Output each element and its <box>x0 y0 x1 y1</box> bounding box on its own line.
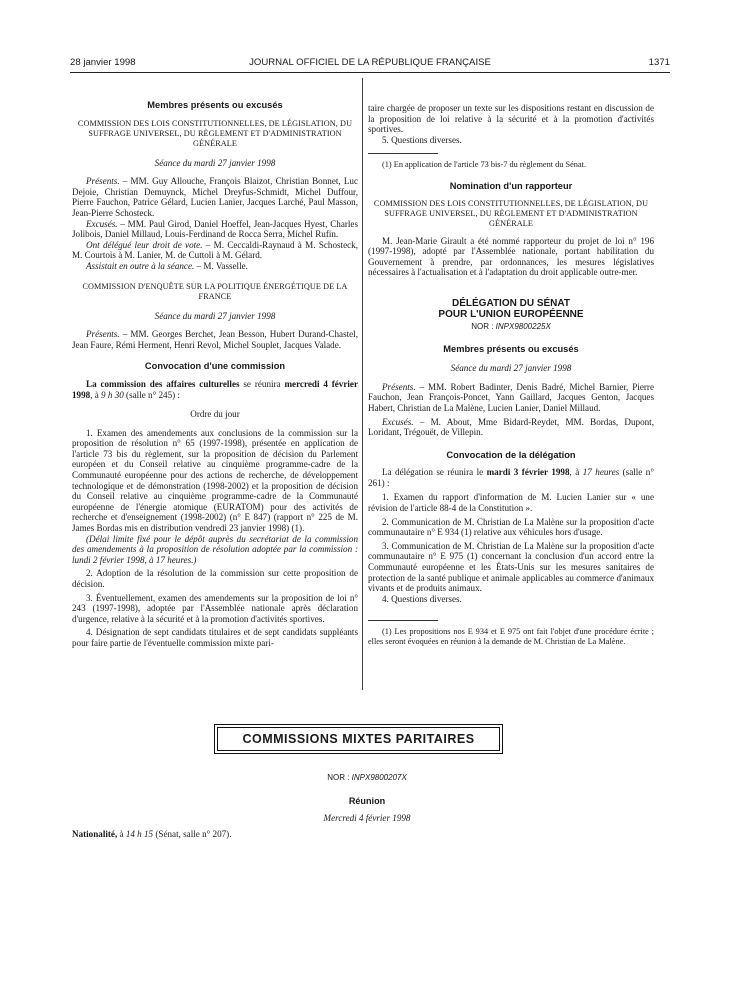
heading-convocation: Convocation d'une commission <box>144 361 286 372</box>
convocation-paragraph <box>72 379 358 400</box>
right-column <box>368 103 654 647</box>
column-rule <box>362 78 363 690</box>
delegation-convocation <box>368 467 654 488</box>
convocation-time: 9 h 30 <box>101 389 124 400</box>
delegue-names: – M. Ceccaldi-Raynaud à M. Schosteck, M. Courtois à M. Lanier, M. de Cuttoli à M. Gélard. <box>72 239 358 261</box>
convocation-commission: La commission des affaires culturelles <box>86 378 240 389</box>
nor-cmp <box>72 773 662 782</box>
delegue-label: Ont délégué leur droit de vote. <box>86 239 203 250</box>
footnote-rule-2 <box>368 620 438 621</box>
presents-label: Présents. <box>86 176 120 187</box>
presents-names: – MM. Guy Allouche, François Blaizot, Christian Bonnet, Luc Dejoie, Christian Demuynck, Michel Dreyfus-Schmidt, Michel Duffour, Pierre Fauchon, Patrice Gélard, Lucien Lanier, Jacques Larché, Paul Masson, Jean-Pierre Schosteck. <box>72 176 358 218</box>
delegation-item-2: 2. Communication de M. Christian de La Malène sur la proposition d'acte communautaire n° E 934 (1) relative aux véhicules hors d'usage. <box>368 516 654 538</box>
presents-paragraph <box>72 176 358 218</box>
presents-label-2: Présents. <box>86 329 120 340</box>
footnote-rule <box>368 153 438 154</box>
delegation-item-1: 1. Examen du rapport d'information de M. Lucien Lanier sur « une révision de l'article 88-4 de la Constitution ». <box>368 492 654 514</box>
header-date: 28 janvier 1998 <box>70 57 136 68</box>
convocation-room: (salle n° 245) : <box>123 389 180 400</box>
convocation-date: mercredi 4 février 1998 <box>72 378 358 400</box>
agenda-item-4: 4. Désignation de sept candidats titulaires et de sept candidats suppléants pour faire partie de l'éventuelle commission mixte pari- <box>72 627 358 648</box>
presents-label-3: Présents. <box>382 381 416 392</box>
journal-title: JOURNAL OFFICIEL DE LA RÉPUBLIQUE FRANÇAISE <box>249 57 491 68</box>
seance-date-2: Séance du mardi 27 janvier 1998 <box>154 310 276 321</box>
agenda-item-1: 1. Examen des amendements aux conclusions de la commission sur la proposition de résolution n° 65 (1997-1998), présentée en application de l'article 73 bis du règlement, sur la proposition de décision du Parlement européen et du Conseil relative au cinquième programme-cadre de la Communauté européenne pour des actions de recherche, de développement technologique et de démonstration (1998-2002) et la proposition de décision du Conseil relative au cinquième programme-cadre de la Communauté européenne de l'énergie atomique (EURATOM) pour des activités de recherche et d'enseignement (1998-2002) (n° E 847) (rapport n° 225 de M. James Bordas mis en distribution vendredi 23 janvier 1998) (1). <box>72 427 358 534</box>
commission-lois-title-2: COMMISSION DES LOIS CONSTITUTIONNELLES, DE LÉGISLATION, DU SUFFRAGE UNIVERSEL, DU RÈGLEMENT ET D'ADMINISTRATION GÉNÉRALE <box>373 198 649 228</box>
page-number: 1371 <box>648 57 670 68</box>
agenda-item-2: 2. Adoption de la résolution de la commission sur cette proposition de décision. <box>72 568 358 589</box>
cd-room: (salle n° 261) : <box>368 467 654 488</box>
cd-text: La délégation se réunira le <box>382 467 487 478</box>
left-column <box>72 100 358 649</box>
heading-nomination: Nomination d'un rapporteur <box>449 180 573 191</box>
delegue-paragraph <box>72 240 358 261</box>
cd-sep: , à <box>569 467 583 478</box>
excuses-names: – MM. Paul Girod, Daniel Hoeffel, Jean-Jacques Hyest, Charles Jolibois, Daniel Millaud, Louis-Ferdinand de Rocca Serra, Michel Rufin. <box>72 218 358 240</box>
agenda-item-3: 3. Éventuellement, examen des amendements sur la proposition de loi n° 243 (1997-1998), adoptée par l'Assemblée nationale après déclaration d'urgence, relative à la sécurité et à la promotion d'activités sportives. <box>72 592 358 624</box>
nationalite-room: (Sénat, salle n° 207). <box>153 829 232 839</box>
heading-membres-2: Membres présents ou excusés <box>443 343 579 354</box>
excuses-label-3: Excusés. <box>382 416 414 427</box>
heading-reunion: Réunion <box>348 796 386 806</box>
nomination-paragraph: M. Jean-Marie Girault a été nommé rapporteur du projet de loi n° 196 (1997-1998), adopté par l'Assemblée nationale, portant habilitation du Gouvernement à prendre, par ordonnances, les mesures législatives nécessaires à l'actualisation et à l'adaptation du droit applicable outre-mer. <box>368 235 654 278</box>
excuses-names-3: – M. About, Mme Bidard-Reydet, MM. Bordas, Dupont, Loridant, Trégouët, de Villepin. <box>368 416 654 438</box>
presents-paragraph-3 <box>368 382 654 414</box>
nor-code: INPX9800225X <box>495 321 551 331</box>
footnote-2: (1) Les propositions nos E 934 et E 975 ont fait l'objet d'une procédure écrite ; elles seront évoquées en réunion à la demande de M. Christian de La Malène. <box>368 627 654 646</box>
presents-names-2: – MM. Georges Berchet, Jean Besson, Hubert Durand-Chastel, Jean Faure, Rémi Herment, Henri Revol, Michel Souplet, Jacques Valade. <box>72 329 358 350</box>
assistait-names: – M. Vasselle. <box>194 260 248 271</box>
nor-label-cmp: NOR : <box>327 773 350 782</box>
commission-enquete-title: COMMISSION D'ENQUÊTE SUR LA POLITIQUE ÉNERGÉTIQUE DE LA FRANCE <box>82 281 348 301</box>
excuses-paragraph-3 <box>368 417 654 438</box>
assistait-label: Assistait en outre à la séance. <box>86 260 195 271</box>
convocation-text: se réunira <box>239 378 285 389</box>
delegation-title-1: DÉLÉGATION DU SÉNAT <box>452 297 570 309</box>
running-header <box>70 57 670 71</box>
section-box-cmp: COMMISSIONS MIXTES PARITAIRES <box>217 727 500 751</box>
excuses-paragraph <box>72 219 358 240</box>
nationalite-sep: à <box>117 829 126 839</box>
assistait-paragraph <box>72 261 358 272</box>
reunion-date: Mercredi 4 février 1998 <box>323 813 411 823</box>
delegation-item-3: 3. Communication de M. Christian de La Malène sur la proposition d'acte communautaire n° E 975 (1) concernant la conclusion d'un accord entre la Communauté européenne et les États-Unis sur les mesures sanitaires de protection de la santé publique et animale applicables au commerce d'animaux vivants et de produits animaux. <box>368 540 654 594</box>
agenda-item-4-continued: taire chargée de proposer un texte sur les dispositions restant en discussion de la proposition de loi relative à la sécurité et à la promotion d'activités sportives. <box>368 103 654 135</box>
seance-date-3: Séance du mardi 27 janvier 1998 <box>450 363 572 374</box>
header-rule <box>70 72 670 73</box>
nor-code-cmp: INPX9800207X <box>351 773 407 782</box>
nationalite-line <box>72 829 662 839</box>
cd-date: mardi 3 février 1998 <box>486 467 570 478</box>
nationalite-time: 14 h 15 <box>125 829 154 839</box>
nationalite-label: Nationalité, <box>72 829 118 839</box>
delegation-item-4: 4. Questions diverses. <box>382 593 462 604</box>
delai-note: (Délai limite fixé pour le dépôt auprès du secrétariat de la commission des amendements à la proposition de résolution adoptée par la commission : lundi 2 février 1998, à 17 heures.) <box>72 533 358 565</box>
delegation-title-2: POUR L'UNION EUROPÉENNE <box>438 308 584 320</box>
convocation-sep: , à <box>90 389 102 400</box>
seance-date: Séance du mardi 27 janvier 1998 <box>154 157 276 168</box>
agenda-item-5: 5. Questions diverses. <box>382 134 462 145</box>
footnote-1: (1) En application de l'article 73 bis-7 du règlement du Sénat. <box>382 160 587 170</box>
heading-membres: Membres présents ou excusés <box>147 100 283 110</box>
heading-convocation-delegation: Convocation de la délégation <box>446 449 576 460</box>
cd-time: 17 heures <box>582 467 620 478</box>
presents-names-3: – MM. Robert Badinter, Denis Badré, Michel Barnier, Pierre Fauchon, Jean François-Poncet, Yann Gaillard, Jacques Genton, Jacques Habert, Christian de La Malène, Lucien Lanier, Daniel Millaud. <box>368 381 654 413</box>
commission-lois-title: COMMISSION DES LOIS CONSTITUTIONNELLES, DE LÉGISLATION, DU SUFFRAGE UNIVERSEL, DU RÈGLEMENT ET D'ADMINISTRATION GÉNÉRALE <box>77 118 353 148</box>
presents-paragraph-2 <box>72 329 358 350</box>
nor-label: NOR : <box>471 321 494 331</box>
excuses-label: Excusés. <box>86 218 118 229</box>
nor-delegation <box>368 322 654 333</box>
ordre-du-jour: Ordre du jour <box>190 409 240 420</box>
